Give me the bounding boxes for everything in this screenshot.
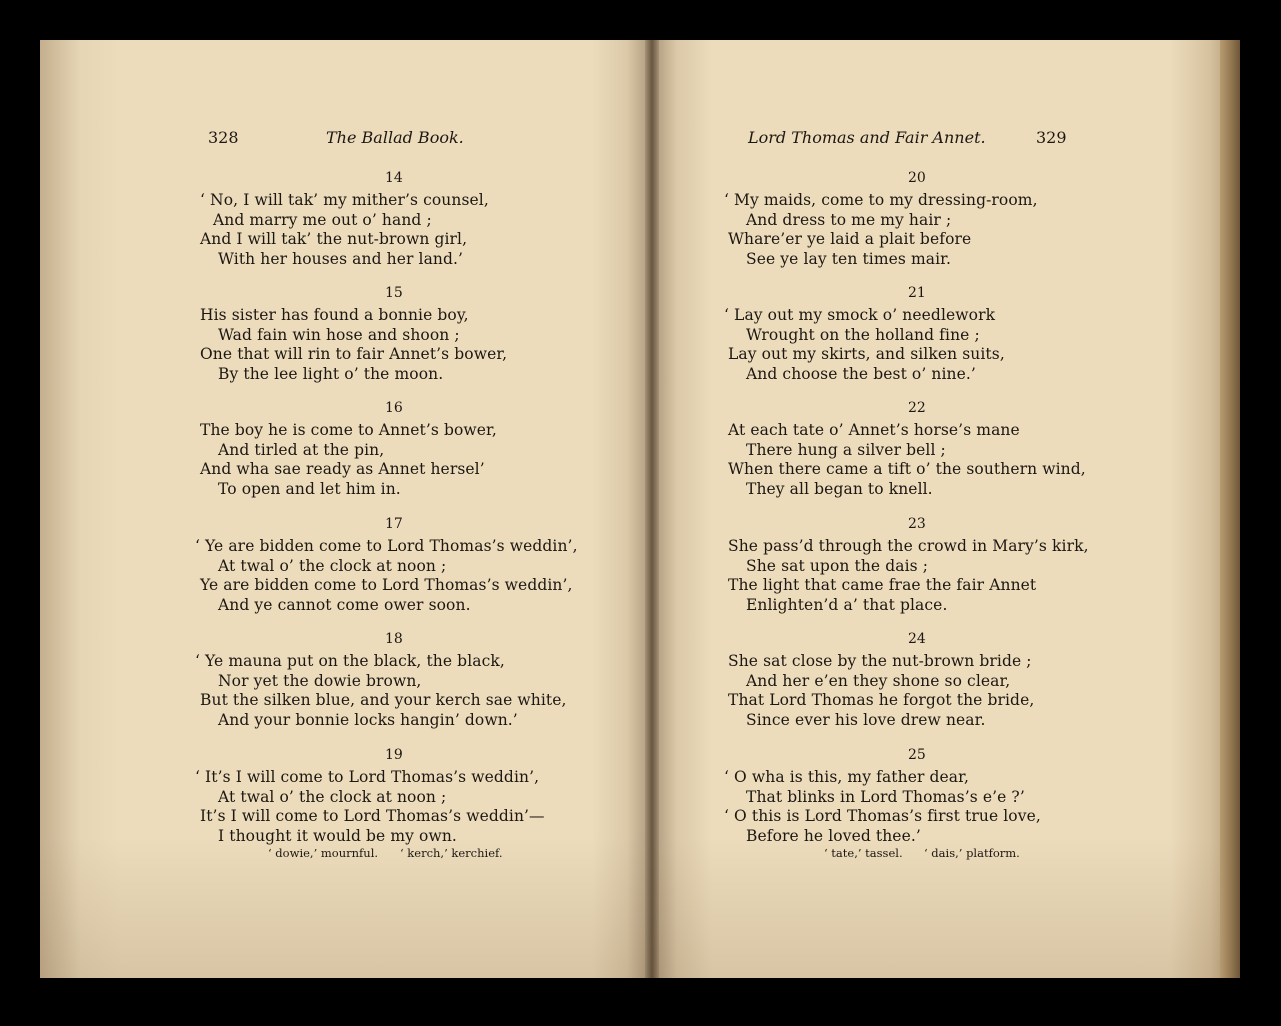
verse-line: ‘ O wha is this, my father dear, (724, 768, 969, 786)
footnote: ‘ tate,’ tassel. (824, 846, 903, 860)
open-book (40, 40, 1240, 978)
verse-line: But the silken blue, and your kerch sae white, (200, 691, 567, 710)
verse-line: There hung a silver bell ; (746, 440, 946, 459)
footnote: ‘ kerch,’ kerchief. (400, 846, 503, 860)
verse-line: Enlighten’d a’ that place. (746, 595, 948, 614)
verse-line: I thought it would be my own. (218, 826, 457, 845)
verse-line: They all began to knell. (746, 479, 933, 498)
stanza-number: 23 (908, 516, 926, 532)
verse-line: When there came a tift o’ the southern wind, (728, 460, 1086, 479)
stanza-number: 14 (385, 170, 403, 186)
verse-line: Wad fain win hose and shoon ; (218, 325, 460, 344)
verse-line: To open and let him in. (218, 479, 401, 498)
verse-line: She pass’d through the crowd in Mary’s kirk, (728, 537, 1089, 555)
verse-line: ‘ My maids, come to my dressing-room, (724, 191, 1038, 209)
verse-line: At twal o’ the clock at noon ; (218, 787, 447, 806)
stanza-number: 18 (385, 631, 403, 647)
verse-line: She sat upon the dais ; (746, 556, 929, 575)
verse-line: And your bonnie locks hangin’ down.’ (218, 710, 518, 729)
verse-line: And wha sae ready as Annet hersel’ (200, 460, 485, 479)
verse-line: One that will rin to fair Annet’s bower, (200, 345, 508, 364)
verse-line: His sister has found a bonnie boy, (200, 306, 469, 324)
verse-line: Whare’er ye laid a plait before (728, 230, 972, 249)
verse-line: Nor yet the dowie brown, (218, 671, 422, 690)
verse-line: And ye cannot come ower soon. (218, 595, 471, 614)
left-page-number: 328 (208, 128, 239, 147)
verse-line: Wrought on the holland fine ; (746, 325, 980, 344)
verse-line: That Lord Thomas he forgot the bride, (728, 691, 1035, 710)
verse-line: And choose the best o’ nine.’ (746, 364, 976, 383)
stanza-number: 15 (385, 285, 403, 301)
left-running-title: The Ballad Book. (326, 128, 464, 147)
footnote: ‘ dowie,’ mournful. (268, 846, 379, 860)
right-running-title: Lord Thomas and Fair Annet. (748, 128, 986, 147)
verse-line: With her houses and her land.’ (218, 249, 464, 268)
verse-line: That blinks in Lord Thomas’s e’e ?’ (746, 787, 1025, 806)
verse-line: The light that came frae the fair Annet (728, 576, 1037, 595)
left-page (40, 40, 652, 978)
verse-line: Ye are bidden come to Lord Thomas’s weddin’, (200, 576, 573, 595)
verse-line: Lay out my skirts, and silken suits, (728, 345, 1005, 364)
verse-line: ‘ It’s I will come to Lord Thomas’s weddin’, (195, 768, 540, 786)
verse-line: ‘ Ye mauna put on the black, the black, (195, 652, 505, 670)
stanza-number: 25 (908, 747, 926, 763)
verse-line: At twal o’ the clock at noon ; (218, 556, 447, 575)
right-page-number: 329 (1036, 128, 1067, 147)
verse-line: It’s I will come to Lord Thomas’s weddin’— (200, 807, 545, 826)
footnote: ‘ dais,’ platform. (924, 846, 1020, 860)
verse-line: And tirled at the pin, (218, 440, 385, 459)
stanza-number: 21 (908, 285, 926, 301)
verse-line: See ye lay ten times mair. (746, 249, 952, 268)
right-page (652, 40, 1240, 978)
verse-line: She sat close by the nut-brown bride ; (728, 652, 1032, 670)
stanza-number: 19 (385, 747, 403, 763)
book-gutter (645, 40, 659, 978)
verse-line: ‘ No, I will tak’ my mither’s counsel, (200, 191, 489, 209)
stanza-number: 16 (385, 400, 403, 416)
verse-line: The boy he is come to Annet’s bower, (200, 421, 497, 439)
verse-line: Before he loved thee.’ (746, 826, 921, 845)
stanza-number: 20 (908, 170, 926, 186)
verse-line: And marry me out o’ hand ; (213, 210, 432, 229)
stanza-number: 17 (385, 516, 403, 532)
verse-line: ‘ Ye are bidden come to Lord Thomas’s weddin’, (195, 537, 578, 555)
stanza-number: 22 (908, 400, 926, 416)
verse-line: Since ever his love drew near. (746, 710, 986, 729)
verse-line: ‘ O this is Lord Thomas’s first true love, (724, 807, 1041, 826)
stanza-number: 24 (908, 631, 926, 647)
verse-line: By the lee light o’ the moon. (218, 364, 444, 383)
verse-line: At each tate o’ Annet’s horse’s mane (728, 421, 1020, 439)
verse-line: And her e’en they shone so clear, (746, 671, 1011, 690)
verse-line: ‘ Lay out my smock o’ needlework (724, 306, 996, 324)
verse-line: And I will tak’ the nut-brown girl, (200, 230, 468, 249)
page-edge (1220, 40, 1240, 978)
verse-line: And dress to me my hair ; (746, 210, 952, 229)
